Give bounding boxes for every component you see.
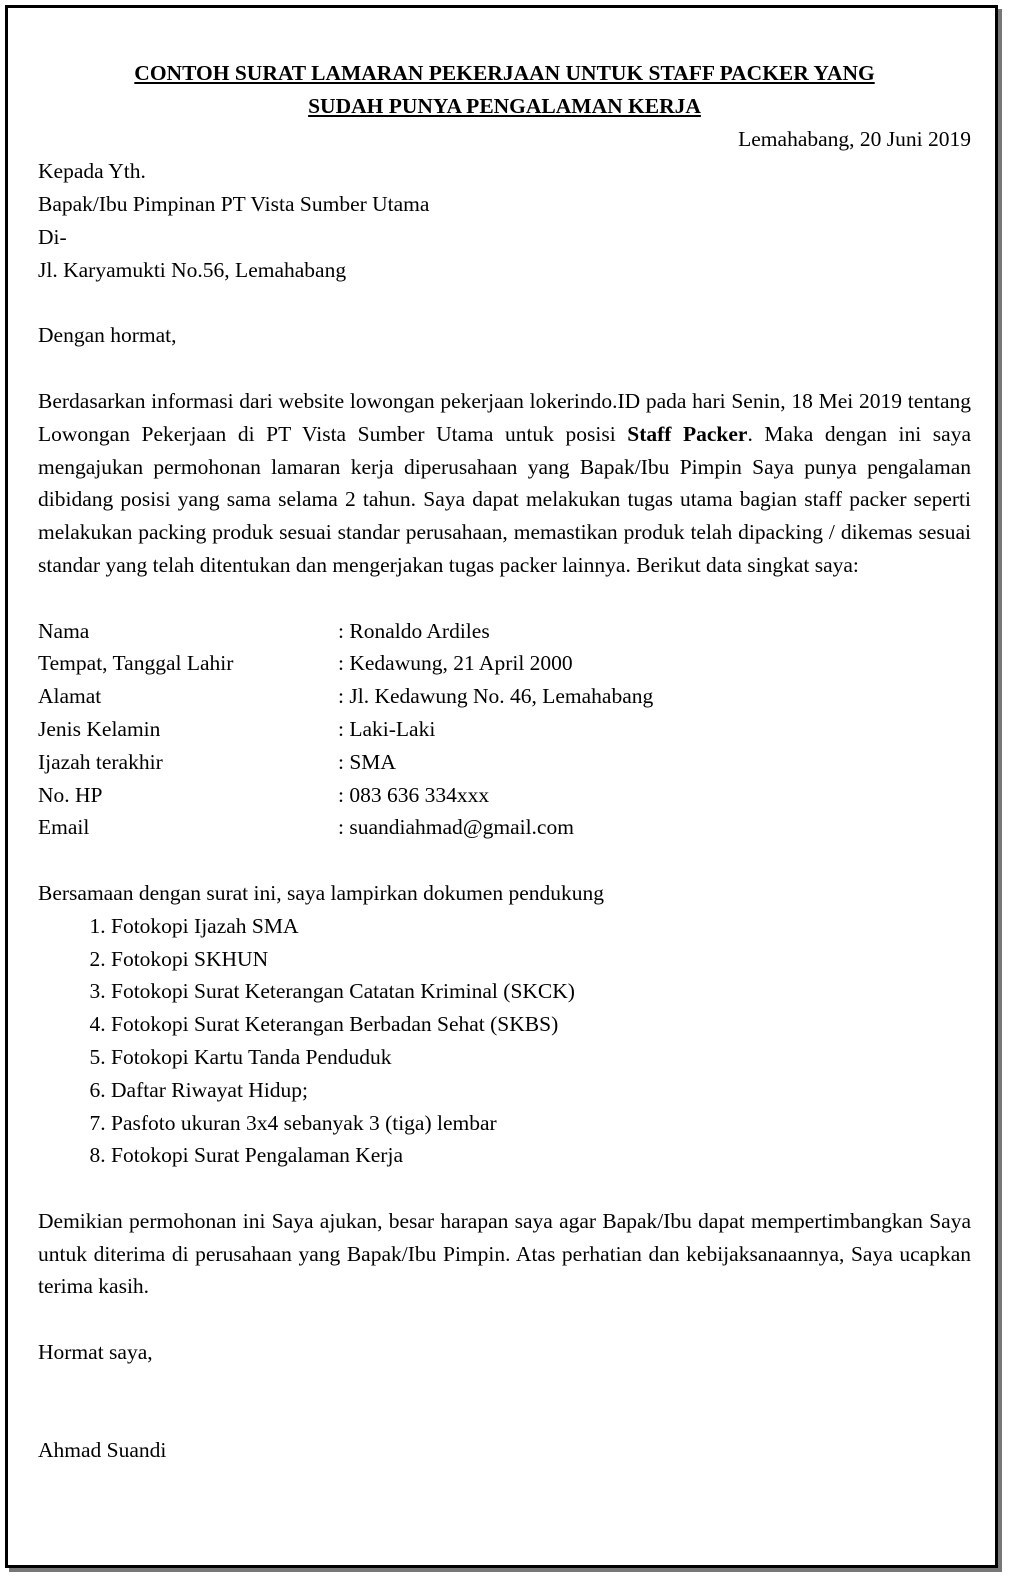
personal-data-table bbox=[38, 615, 653, 845]
data-label: Ijazah terakhir bbox=[38, 749, 163, 774]
data-value: : Ronaldo Ardiles bbox=[338, 618, 490, 643]
data-label: Alamat bbox=[38, 684, 102, 709]
intro-paragraph bbox=[38, 385, 971, 582]
letter-date: Lemahabang, 20 Juni 2019 bbox=[738, 126, 971, 151]
closing-paragraph: Demikian permohonan ini Saya ajukan, besar harapan saya agar Bapak/Ibu dapat mempertimbangkan Saya untuk diterima di perusahaan yang Bapak/Ibu Pimpin. Atas perhatian dan kebijaksanaannya, Saya ucapkan terima kasih. bbox=[38, 1208, 971, 1299]
table-row bbox=[38, 680, 653, 713]
signature-name: Ahmad Suandi bbox=[38, 1438, 167, 1463]
recipient-line: Jl. Karyamukti No.56, Lemahabang bbox=[38, 257, 347, 282]
letter-title bbox=[38, 57, 971, 123]
list-item: 5. Fotokopi Kartu Tanda Penduduk bbox=[111, 1041, 971, 1074]
data-value: : Kedawung, 21 April 2000 bbox=[338, 651, 573, 676]
data-label: Tempat, Tanggal Lahir bbox=[38, 651, 234, 676]
list-item: 3. Fotokopi Surat Keterangan Catatan Kriminal (SKCK) bbox=[111, 975, 971, 1008]
data-label: Jenis Kelamin bbox=[38, 716, 161, 741]
data-value: : SMA bbox=[338, 749, 396, 774]
data-label: Email bbox=[38, 815, 90, 840]
title-line-1: CONTOH SURAT LAMARAN PEKERJAAN UNTUK STAFF PACKER YANG bbox=[134, 61, 875, 85]
data-value: : 083 636 334xxx bbox=[338, 782, 490, 807]
recipient-line: Bapak/Ibu Pimpinan PT Vista Sumber Utama bbox=[38, 192, 430, 217]
table-row bbox=[38, 713, 653, 746]
table-row bbox=[38, 615, 653, 648]
data-label: Nama bbox=[38, 618, 90, 643]
recipient-line: Di- bbox=[38, 224, 67, 249]
regards: Hormat saya, bbox=[38, 1340, 153, 1365]
recipient-line: Kepada Yth. bbox=[38, 159, 146, 184]
intro-text: Berdasarkan informasi dari website lowongan pekerjaan lokerindo.ID pada hari Senin, 18 Mei 2019 tentang Lowongan Pekerjaan di PT Vista Sumber Utama untuk posisi bbox=[38, 388, 971, 446]
data-value: : suandiahmad@gmail.com bbox=[338, 815, 574, 840]
letter-content bbox=[38, 57, 971, 1467]
list-item: 8. Fotokopi Surat Pengalaman Kerja bbox=[111, 1139, 971, 1172]
data-value: : Laki-Laki bbox=[338, 716, 436, 741]
data-label: No. HP bbox=[38, 782, 103, 807]
salutation: Dengan hormat, bbox=[38, 323, 177, 348]
attachments-list bbox=[38, 910, 971, 1172]
list-item: 4. Fotokopi Surat Keterangan Berbadan Sehat (SKBS) bbox=[111, 1008, 971, 1041]
table-row bbox=[38, 811, 653, 844]
table-row bbox=[38, 779, 653, 812]
list-item: 1. Fotokopi Ijazah SMA bbox=[111, 910, 971, 943]
list-item: 2. Fotokopi SKHUN bbox=[111, 943, 971, 976]
list-item: 7. Pasfoto ukuran 3x4 sebanyak 3 (tiga) lembar bbox=[111, 1107, 971, 1140]
list-item: 6. Daftar Riwayat Hidup; bbox=[111, 1074, 971, 1107]
table-row bbox=[38, 647, 653, 680]
position-name: Staff Packer bbox=[627, 421, 748, 446]
table-row bbox=[38, 746, 653, 779]
intro-text: . Maka dengan ini saya mengajukan permohonan lamaran kerja diperusahaan yang Bapak/Ibu Pimpin Saya punya pengalaman dibidang posisi yang sama selama 2 tahun. Saya dapat melakukan tugas utama bagian staff packer seperti melakukan packing produk sesuai standar perusahaan, memastikan produk telah dipacking / dikemas sesuai standar yang telah ditentukan dan mengerjakan tugas packer lainnya. Berikut data singkat saya: bbox=[38, 421, 972, 577]
title-line-2: SUDAH PUNYA PENGALAMAN KERJA bbox=[308, 93, 701, 118]
attachments-intro: Bersamaan dengan surat ini, saya lampirkan dokumen pendukung bbox=[38, 880, 605, 905]
data-value: : Jl. Kedawung No. 46, Lemahabang bbox=[338, 684, 654, 709]
recipient-block bbox=[38, 155, 971, 286]
